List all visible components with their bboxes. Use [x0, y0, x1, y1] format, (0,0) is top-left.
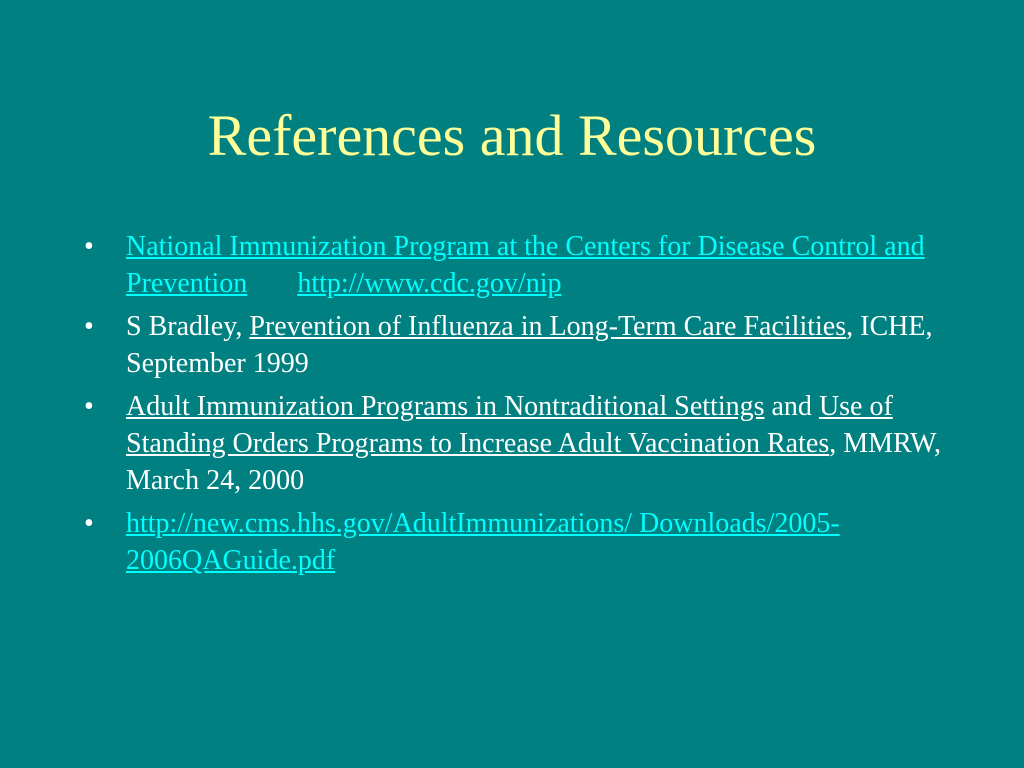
bullet-icon: • [84, 508, 94, 539]
bullet-icon: • [84, 311, 94, 342]
cms-qa-guide-link[interactable]: http://new.cms.hhs.gov/AdultImmunizations/ Downloads/2005-2006QAGuide.pdf [126, 508, 840, 576]
list-item [84, 228, 944, 302]
influenza-ltc-link[interactable]: Prevention of Influenza in Long-Term Care Facilities [249, 311, 847, 342]
standing-orders-link[interactable]: Use of Standing Orders Programs to Increase Adult Vaccination Rates [126, 391, 893, 459]
bullet-icon: • [84, 391, 94, 422]
citation-text: , MMRW, March 24, 2000 [126, 428, 941, 496]
nip-cdc-link[interactable]: National Immunization Program at the Centers for Disease Control and Prevention [126, 231, 925, 299]
connector-text: and [764, 391, 819, 422]
cdc-nip-url-link[interactable]: http://www.cdc.gov/nip [297, 268, 562, 299]
reference-list [84, 228, 944, 585]
slide-title: References and Resources [207, 103, 817, 168]
citation-text: , ICHE, September 1999 [126, 311, 933, 379]
bullet-icon: • [84, 231, 94, 262]
adult-immunization-programs-link[interactable]: Adult Immunization Programs in Nontraditional Settings [126, 391, 765, 422]
list-item [84, 388, 944, 499]
list-item [84, 308, 944, 382]
author-text: S Bradley, [126, 311, 250, 342]
list-item [84, 505, 944, 579]
